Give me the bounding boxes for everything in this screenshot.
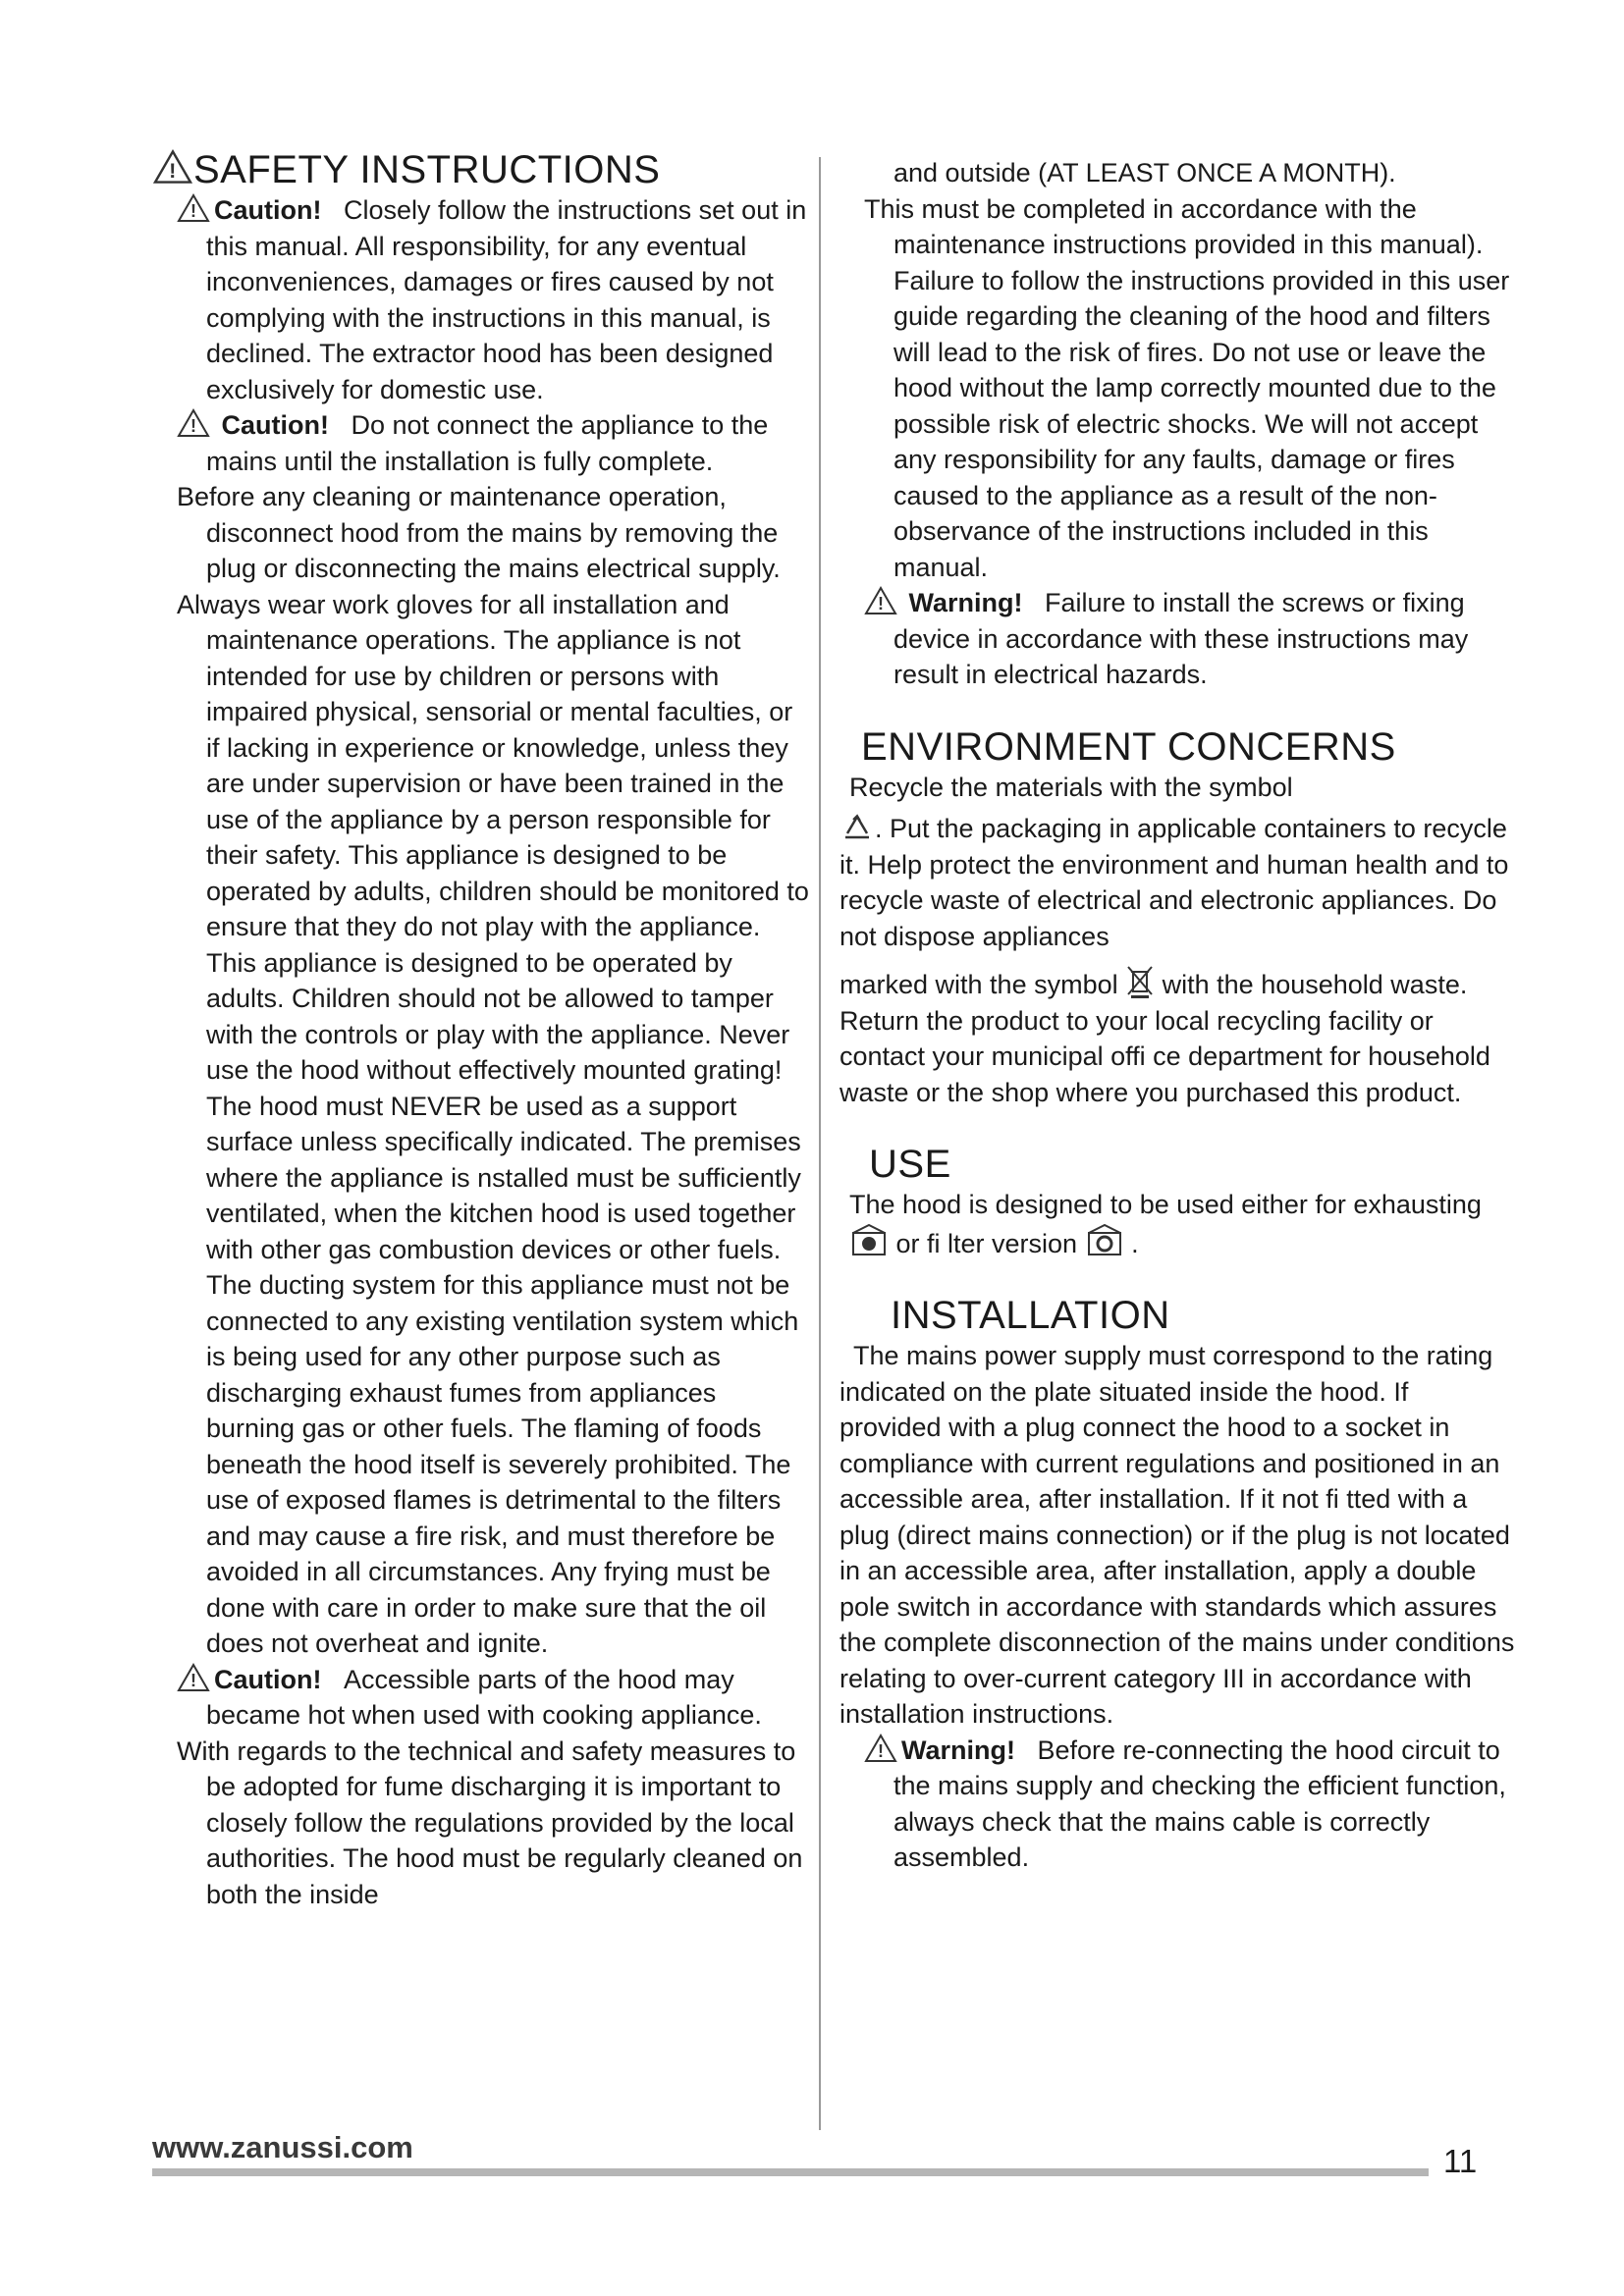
caution-accessible-parts xyxy=(152,1662,810,1734)
svg-text:!: ! xyxy=(878,594,884,614)
para-regulations: With regards to the technical and safety measures to be adopted for fume discharging it is important to closely follow the regulations provided by the local authorities. The hood must be regularly cleaned on both the inside xyxy=(177,1735,803,1909)
safety-heading: ! SAFETY INSTRUCTIONS xyxy=(152,147,810,192)
caution-label: Caution! xyxy=(221,410,329,440)
crossed-bin-icon xyxy=(1125,964,1155,999)
warning-label: Warning! xyxy=(908,588,1023,617)
warning-reconnecting xyxy=(839,1733,1517,1876)
warning-triangle-icon xyxy=(864,586,897,615)
exhausting-version-icon xyxy=(849,1223,889,1258)
caution-label: Caution! xyxy=(214,1664,322,1694)
para-maintenance: This must be completed in accordance with the maintenance instructions provided in this manual). Failure to follow the instructions provided in this user guide regarding the cleaning of the hood and filters will lead to the risk of fires. Do not use or leave the hood without the lamp correctly mounted due to the possible risk of electric shocks. We will not accept any responsibility for any faults, damage or fires caused to the appliance as a result of the non-observance of the instructions included in this manual. xyxy=(864,193,1510,582)
svg-text:!: ! xyxy=(190,416,196,436)
svg-text:!: ! xyxy=(169,157,177,183)
warning-triangle-icon xyxy=(177,193,210,223)
recycle-icon xyxy=(839,814,875,843)
caution-do-not-connect xyxy=(152,407,810,479)
caution-closely-follow xyxy=(152,192,810,407)
filter-version-icon xyxy=(1085,1223,1124,1258)
env-paragraph-packaging: . Put the packaging in applicable containers to recycle it. Help protect the environment and human health and to recycle waste of electrical and electronic appliances. Do not dispose appliances xyxy=(839,814,1509,951)
warning-label: Warning! xyxy=(901,1735,1015,1765)
caution-text: Do not connect the appliance to the mains until the installation is fully complete. xyxy=(206,410,769,476)
footer-url[interactable]: www.zanussi.com xyxy=(152,2130,413,2164)
left-column xyxy=(152,147,810,1912)
caution-text: Accessible parts of the hood may became hot when used with cooking appliance. xyxy=(206,1664,762,1730)
installation-heading: INSTALLATION xyxy=(891,1294,1170,1337)
svg-text:!: ! xyxy=(878,1740,884,1761)
column-divider xyxy=(819,157,821,2130)
para-before-cleaning: Before any cleaning or maintenance operation, disconnect hood from the mains by removing the plug or disconnecting the mains electrical supply. xyxy=(177,482,781,583)
continued-line: and outside (AT LEAST ONCE A MONTH). xyxy=(893,158,1396,187)
env-line-recycle: Recycle the materials with the symbol xyxy=(849,772,1293,802)
use-paragraph: The hood is designed to be used either for exhausting or fi lter version . xyxy=(849,1190,1482,1258)
warning-triangle-icon xyxy=(152,149,193,185)
installation-paragraph: The mains power supply must correspond to the rating indicated on the plate situated inside the hood. If provided with a plug connect the hood to a socket in compliance with current regulations and positioned in an accessible area, after installation. If it not fi tted with a plug (direct mains connection) or if the plug is not located in an accessible area, after installation, apply a double pole switch in accordance with standards which assures the complete disconnection of the mains under conditions relating to over-current category III in accordance with installation instructions. xyxy=(839,1341,1515,1729)
warning-triangle-icon xyxy=(177,1663,210,1692)
warning-triangle-icon xyxy=(177,408,210,438)
env-paragraph-weee: marked with the symbol with the household waste. Return the product to your local recycling facility or contact your municipal offi ce department for household waste or the shop where you purchased this product. xyxy=(839,964,1517,1110)
warning-text: Before re-connecting the hood circuit to the mains supply and checking the efficient function, always check that the mains cable is correctly assembled. xyxy=(893,1735,1506,1872)
warning-text: Failure to install the screws or fixing device in accordance with these instructions may result in electrical hazards. xyxy=(893,588,1469,689)
use-heading: USE xyxy=(869,1143,951,1186)
warning-triangle-icon xyxy=(864,1734,897,1763)
environment-heading: ENVIRONMENT CONCERNS xyxy=(861,724,1396,769)
right-column xyxy=(839,155,1517,1876)
para-work-gloves: Always wear work gloves for all installation and maintenance operations. The appliance is not intended for use by children or persons with impaired physical, sensorial or mental faculties, or if lacking in experience or knowledge, unless they are under supervision or have been trained in the use of the appliance by a person responsible for their safety. This appliance is designed to be operated by adults, children should be monitored to ensure that they do not play with the appliance. This appliance is designed to be operated by adults. Children should not be allowed to tamper with the controls or play with the appliance. Never use the hood without effectively mounted grating! The hood must NEVER be used as a support surface unless specifically indicated. The premises where the appliance is nstalled must be sufficiently ventilated, when the kitchen hood is used together with other gas combustion devices or other fuels. The ducting system for this appliance must not be connected to any existing ventilation system which is being used for any other purpose such as discharging exhaust fumes from appliances burning gas or other fuels. The flaming of foods beneath the hood itself is severely prohibited. The use of exposed flames is detrimental to the filters and may cause a fire risk, and must therefore be avoided in all circumstances. Any frying must be done with care in order to make sure that the oil does not overheat and ignite. xyxy=(177,589,809,1658)
caution-label: Caution! xyxy=(214,195,322,225)
svg-text:!: ! xyxy=(190,1670,196,1690)
footer-rule xyxy=(152,2168,1429,2176)
page-number: 11 xyxy=(1443,2143,1478,2179)
svg-text:!: ! xyxy=(190,201,196,221)
warning-screws xyxy=(839,585,1517,693)
caution-text: Closely follow the instructions set out in this manual. All responsibility, for any eventual inconveniences, damages or fires caused by not complying with the instructions in this manual, is declined. The extractor hood has been designed exclusively for domestic use. xyxy=(206,195,807,404)
